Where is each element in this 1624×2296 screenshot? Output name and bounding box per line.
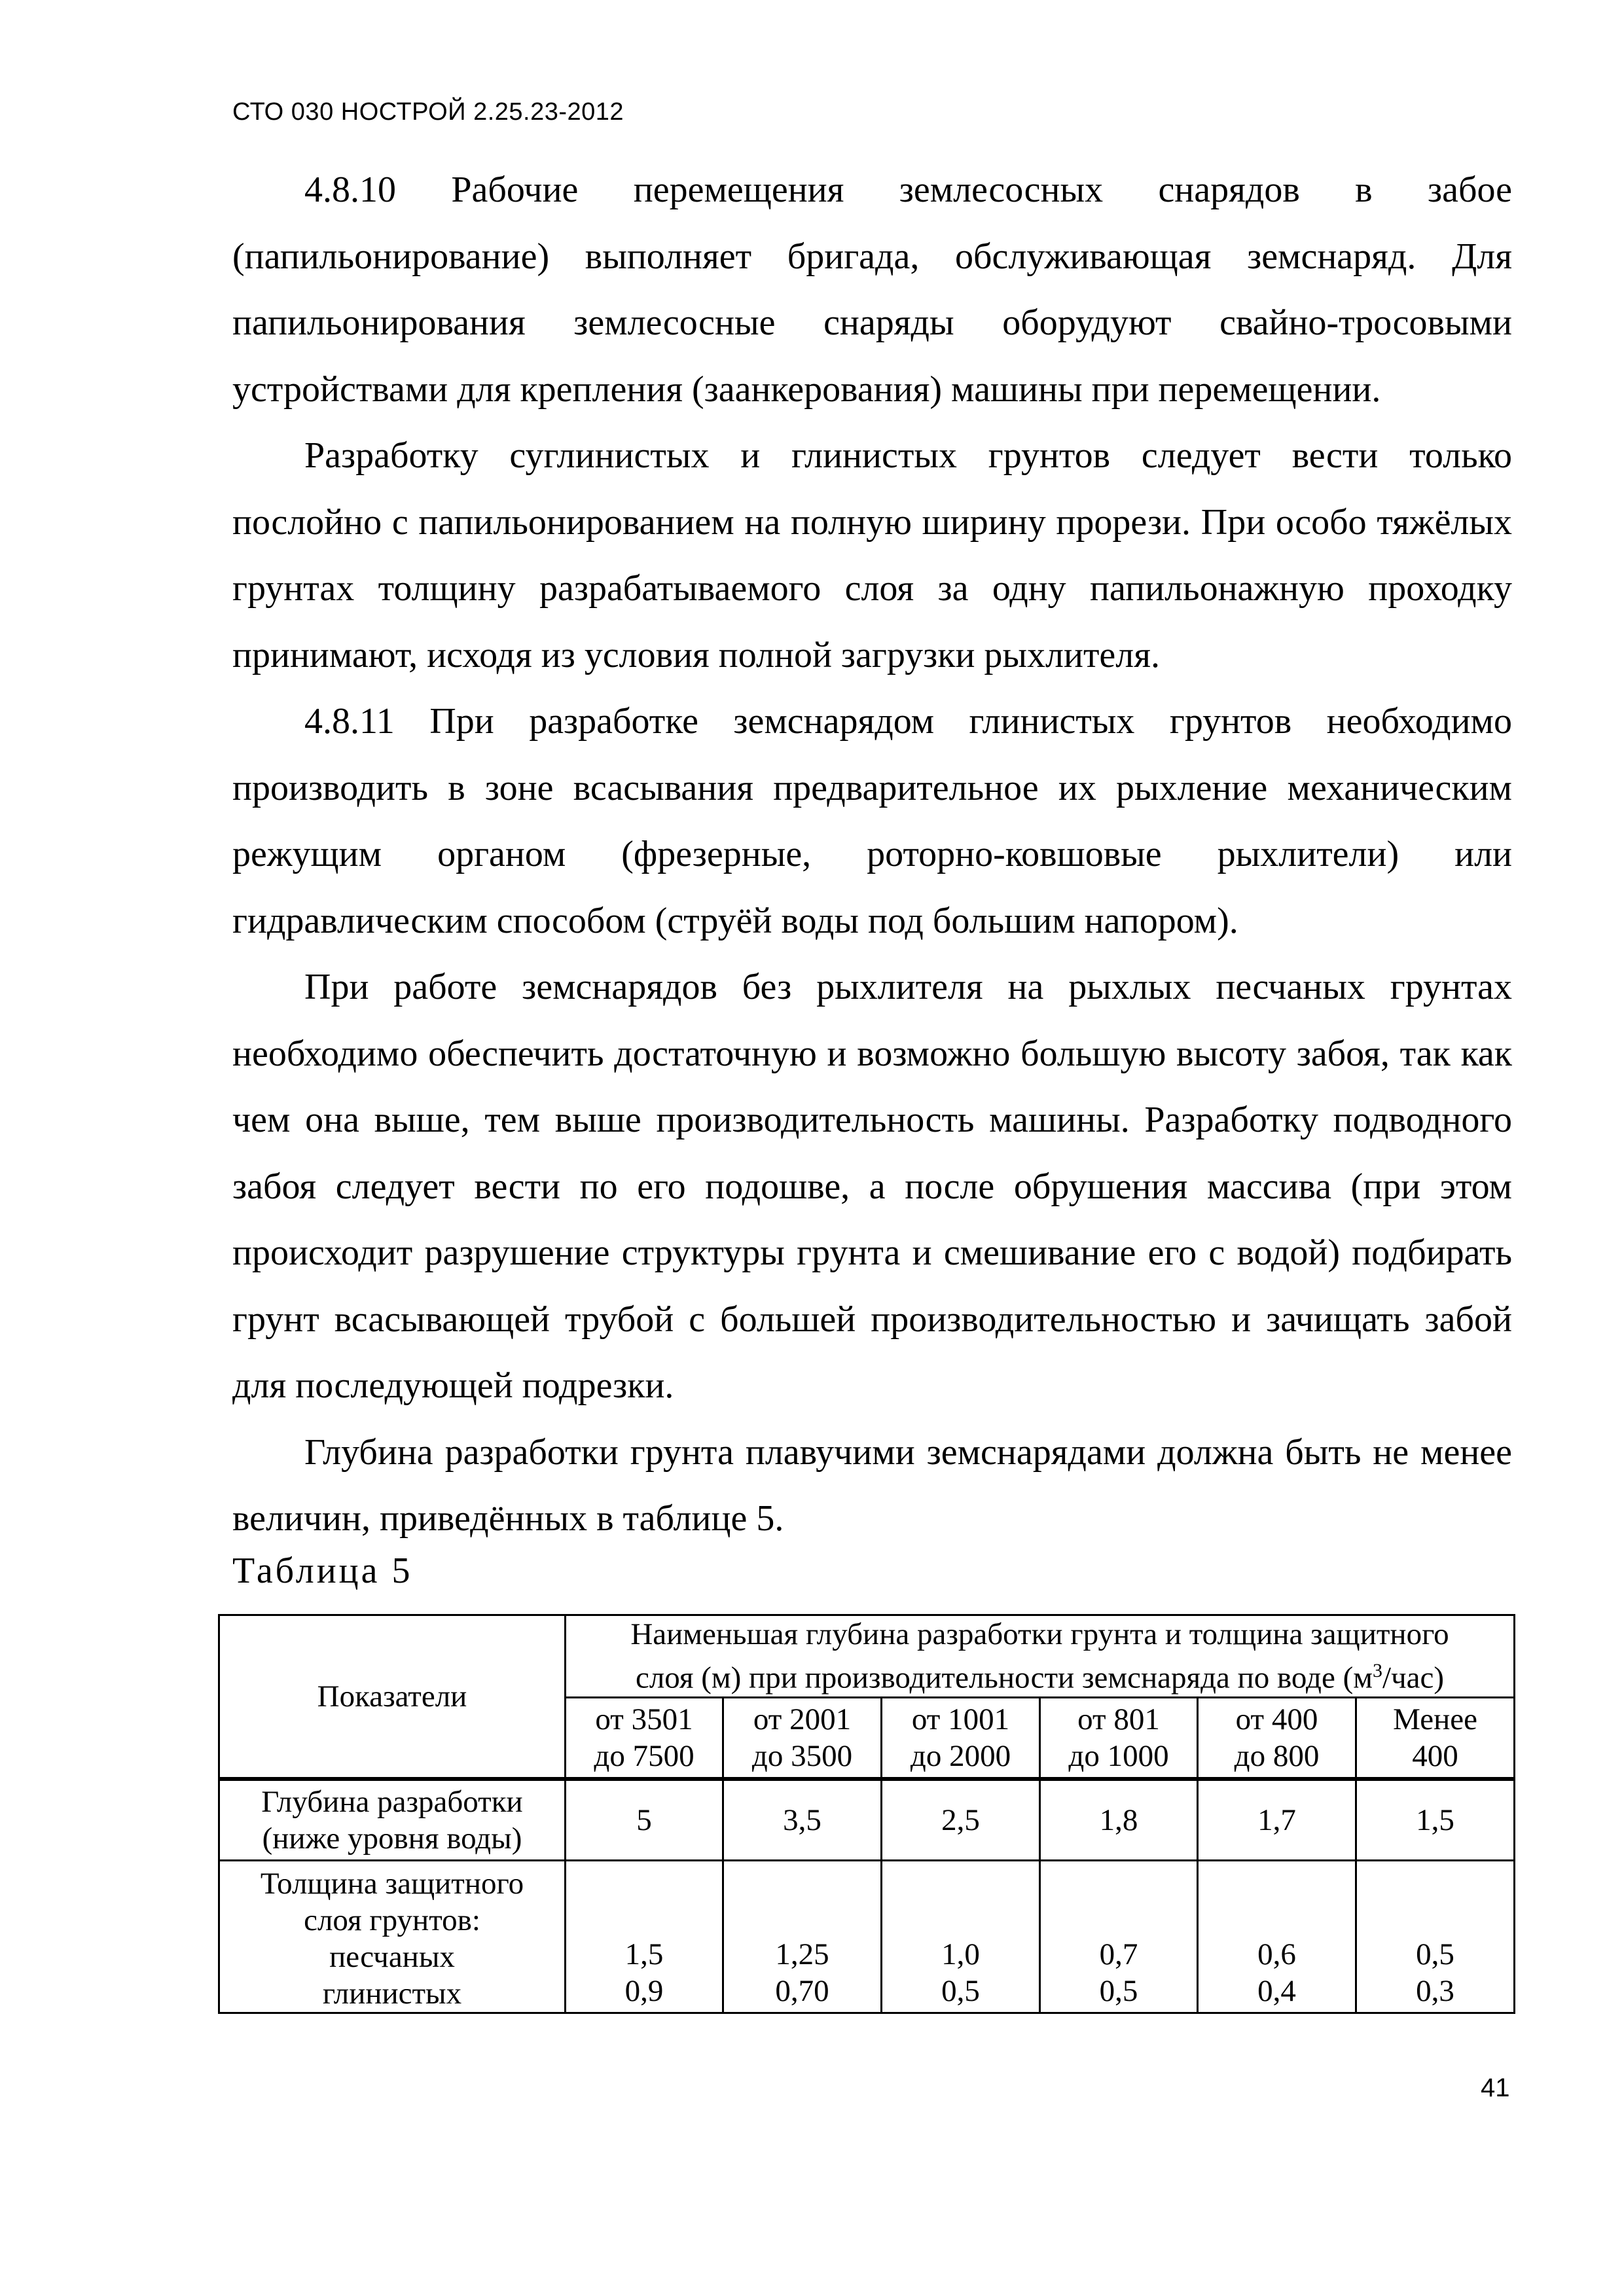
table-cell: 1,8 — [1040, 1779, 1198, 1861]
paragraph-4-8-11: 4.8.11 При разработке земснарядом глинистых грунтов необходимо производить в зоне всасывания предварительное их рыхление механическим режущим органом (фрезерные, роторно-ковшовые рыхлители) или гидравлическим способом (струёй воды под большим напором). — [232, 701, 1512, 941]
super-header-line1: Наименьшая глубина разработки грунта и толщина защитного — [630, 1617, 1449, 1651]
column-header: от 3501 до 7500 — [566, 1697, 723, 1779]
table-cell: 1,0 0,5 — [882, 1860, 1040, 2013]
column-header: от 801 до 1000 — [1040, 1697, 1198, 1779]
table-caption: Таблица 5 — [232, 1551, 413, 1591]
table-cell: 0,7 0,5 — [1040, 1860, 1198, 2013]
table-row-layer — [219, 1860, 1515, 2013]
clay-label: глинистых — [322, 1976, 462, 2011]
column-header: от 1001 до 2000 — [882, 1697, 1040, 1779]
column-header: от 400 до 800 — [1198, 1697, 1356, 1779]
table-cell: 0,5 0,3 — [1356, 1860, 1515, 2013]
table-cell: 0,6 0,4 — [1198, 1860, 1356, 2013]
document-header: СТО 030 НОСТРОЙ 2.25.23-2012 — [232, 98, 624, 126]
paragraph-no-loosener: При работе земснарядов без рыхлителя на рыхлых песчаных грунтах необходимо обеспечить достаточную и возможно большую высоту забоя, так как чем она выше, тем выше производительность машины. Разработку подводного забоя следует вести по его подошве, а после обрушения массива (при этом происходит разрушение структуры грунта и смешивание его с водой) подбирать грунт всасывающей трубой с большей производительностью и зачищать забой для последующей подрезки. — [232, 967, 1512, 1406]
depth-table — [218, 1614, 1515, 2014]
productivity-super-header — [566, 1615, 1515, 1698]
paragraph-clay-development: Разработку суглинистых и глинистых грунтов следует вести только послойно с папильонированием на полную ширину прорези. При особо тяжёлых грунтах толщину разрабатываемого слоя за одну папильонажную проходку принимают, исходя из условия полной загрузки рыхлителя. — [232, 435, 1512, 675]
super-header-line2: слоя (м) при производительности земснаряда по воде $(м^3/час)$ — [635, 1660, 1445, 1695]
cubic-superscript: 3 — [1372, 1660, 1382, 1681]
paragraph-depth-reference: Глубина разработки грунта плавучими земснарядами должна быть не менее величин, приведённых в таблице 5. — [232, 1431, 1512, 1539]
table-cell: 2,5 — [882, 1779, 1040, 1861]
table-row-depth — [219, 1779, 1515, 1861]
table-cell: 1,7 — [1198, 1779, 1356, 1861]
table-cell: 1,25 0,70 — [723, 1860, 882, 2013]
table-header-row — [219, 1615, 1515, 1698]
table-cell: 1,5 — [1356, 1779, 1515, 1861]
document-body — [232, 157, 1512, 1552]
layer-label: Толщина защитного слоя грунтов: песчаных глинистых — [219, 1860, 566, 2013]
paragraph-4-8-10: 4.8.10 Рабочие перемещения землесосных снарядов в забое (папильонирование) выполняет бригада, обслуживающая земснаряд. Для папильонирования землесосные снаряды оборудуют свайно-тросовыми устройствами для крепления (заанкерования) машины при перемещении. — [232, 170, 1512, 410]
table-cell: 1,5 0,9 — [566, 1860, 723, 2013]
indicators-header: Показатели — [219, 1615, 566, 1779]
depth-label: Глубина разработки (ниже уровня воды) — [219, 1779, 566, 1861]
sand-label: песчаных — [329, 1939, 455, 1974]
page-number: 41 — [1481, 2073, 1510, 2102]
column-header: Менее 400 — [1356, 1697, 1515, 1779]
table-cell: 3,5 — [723, 1779, 882, 1861]
column-header: от 2001 до 3500 — [723, 1697, 882, 1779]
table-cell: 5 — [566, 1779, 723, 1861]
